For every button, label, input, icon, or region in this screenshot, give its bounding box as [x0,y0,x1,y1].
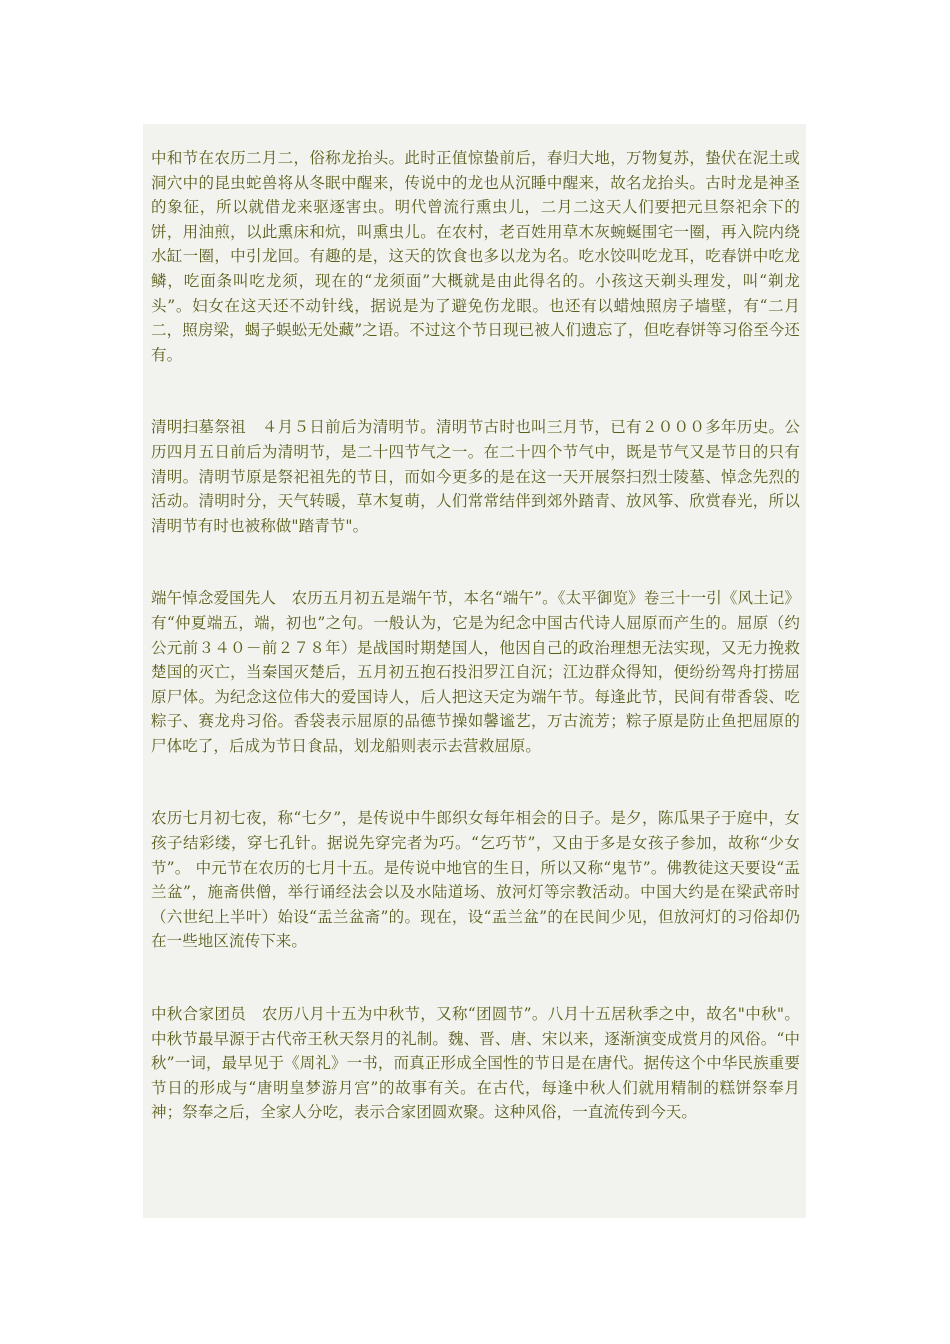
paragraph-mid-autumn-festival: 中秋合家团员 农历八月十五为中秋节，又称“团圆节”。八月十五居秋季之中，故名"中秋"。中秋节最早源于古代帝王秋天祭月的礼制。魏、晋、唐、宋以来，逐渐演变成赏月的风俗。“中秋”一词，最早见于《周礼》一书，而真正形成全国性的节日是在唐代。据传这个中华民族重要节日的形成与“唐明皇梦游月宫”的故事有关。在古代，每逢中秋人们就用精制的糕饼祭奉月神；祭奉之后，全家人分吃，表示合家团圆欢聚。这种风俗，一直流传到今天。 [151,1005,800,1122]
paragraph-qingming-festival: 清明扫墓祭祖 ４月５日前后为清明节。清明节古时也叫三月节，已有２０００多年历史。公历四月五日前后为清明节，是二十四节气之一。在二十四个节气中，既是节气又是节日的只有清明。清明节原是祭祀祖先的节日，而如今更多的是在这一天开展祭扫烈士陵墓、悼念先烈的活动。清明时分，天气转暖，草木复萌，人们常常结伴到郊外踏青、放风筝、欣赏春光，所以清明节有时也被称做"踏青节"。 [151,418,800,535]
paragraph-duanwu-festival: 端午悼念爱国先人 农历五月初五是端午节，本名“端午”。《太平御览》卷三十一引《风土记》有“仲夏端五，端，初也”之句。一般认为，它是为纪念中国古代诗人屈原而产生的。屈原（约公元前３４０－前２７８年）是战国时期楚国人，他因自己的政治理想无法实现，又无力挽救楚国的灭亡，当秦国灭楚后，五月初五抱石投汨罗江自沉；江边群众得知，便纷纷驾舟打捞屈原尸体。为纪念这位伟大的爱国诗人，后人把这天定为端午节。每逢此节，民间有带香袋、吃粽子、赛龙舟习俗。香袋表示屈原的品德节操如馨谧艺，万古流芳；粽子原是防止鱼把屈原的尸体吃了，后成为节日食品，划龙船则表示去营救屈原。 [151,589,800,755]
paragraph-qixi-zhongyuan-festival: 农历七月初七夜，称“七夕”，是传说中牛郎织女每年相会的日子。是夕，陈瓜果子于庭中，女孩子结彩缕，穿七孔针。据说先穿完者为巧。“乞巧节”，又由于多是女孩子参加，故称“少女节”。 中元节在农历的七月十五。是传说中地官的生日，所以又称“鬼节”。佛教徒这天要设“盂兰盆”，施斋供僧，举行诵经法会以及水陆道场、放河灯等宗教活动。中国大约是在梁武帝时（六世纪上半叶）始设“盂兰盆斋”的。现在，设“盂兰盆”的在民间少见，但放河灯的习俗却仍在一些地区流传下来。 [151,809,800,951]
paragraph-zhonghe-festival: 中和节在农历二月二，俗称龙抬头。此时正值惊蛰前后，春归大地，万物复苏，蛰伏在泥土或洞穴中的昆虫蛇兽将从冬眠中醒来，传说中的龙也从沉睡中醒来，故名龙抬头。古时龙是神圣的象征，所以就借龙来驱逐害虫。明代曾流行熏虫儿，二月二这天人们要把元旦祭祀余下的饼，用油煎，以此熏床和炕，叫熏虫儿。在农村，老百姓用草木灰蜿蜒围宅一圈，再入院内绕水缸一圈，中引龙回。有趣的是，这天的饮食也多以龙为名。吃水饺叫吃龙耳，吃春饼中吃龙鳞，吃面条叫吃龙须，现在的“龙须面”大概就是由此得名的。小孩这天剃头理发，叫“剃龙头”。妇女在这天还不动针线，据说是为了避免伤龙眼。也还有以蜡烛照房子墙壁，有“二月二，照房梁，蝎子蜈蚣无处藏”之语。不过这个节日现已被人们遗忘了，但吃春饼等习俗至今还有。 [151,149,800,364]
document-page [143,124,806,1218]
